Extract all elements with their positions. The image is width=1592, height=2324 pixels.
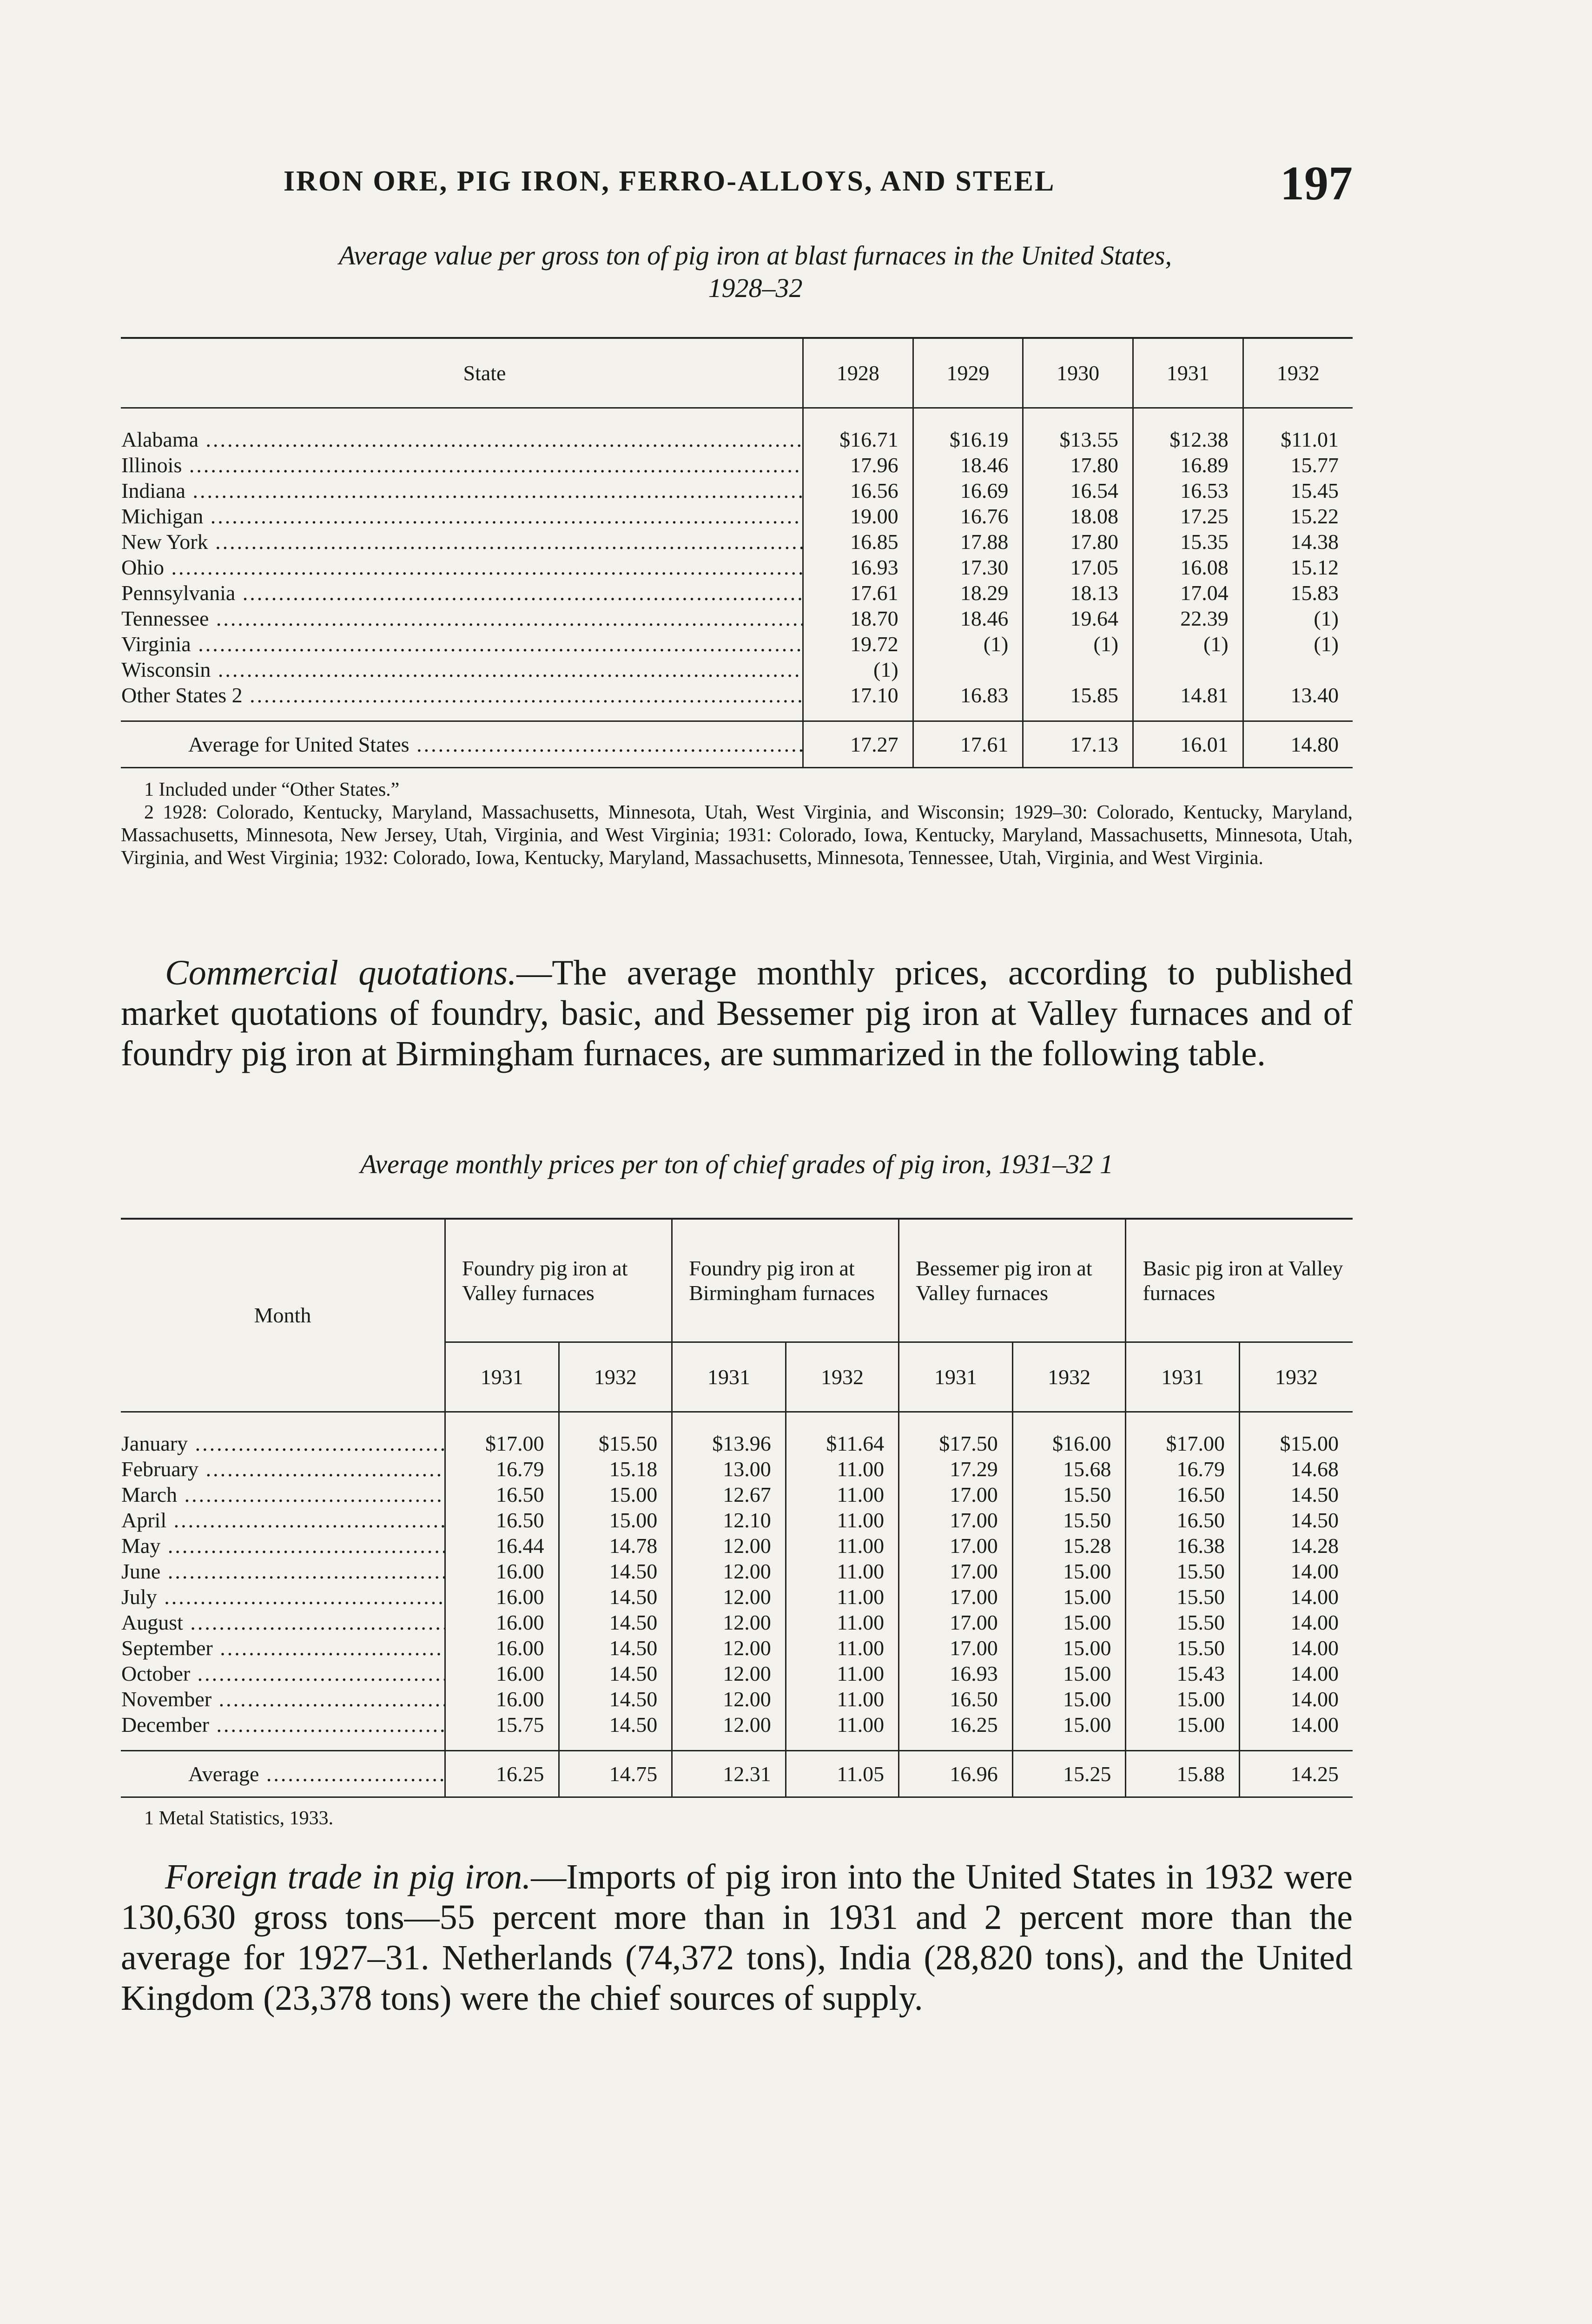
month-name: June ..... (121, 1558, 445, 1584)
table-row (121, 1482, 1353, 1507)
average-value: 16.25 (445, 1750, 559, 1797)
value-cell: 17.96 (803, 452, 913, 478)
state-name: Indiana ..... (121, 478, 803, 503)
value-cell: 14.00 (1239, 1661, 1353, 1686)
value-cell: 15.50 (1126, 1584, 1240, 1610)
value-cell: 17.00 (899, 1558, 1013, 1584)
value-cell: 14.50 (559, 1558, 672, 1584)
value-cell: 14.00 (1239, 1686, 1353, 1712)
average-label: Average for United States ..... (121, 721, 803, 767)
value-cell: 16.85 (803, 529, 913, 555)
value-cell: 15.00 (1126, 1686, 1240, 1712)
value-cell: 19.64 (1023, 606, 1133, 631)
value-cell: 11.00 (786, 1558, 898, 1584)
commercial-quotations-paragraph (121, 953, 1353, 1074)
table1-year-header: 1932 (1243, 338, 1353, 408)
table-row (121, 1412, 1353, 1456)
value-cell: 16.00 (445, 1558, 559, 1584)
state-name: Ohio ..... (121, 555, 803, 580)
value-cell: 15.50 (1126, 1610, 1240, 1635)
month-name: November ..... (121, 1686, 445, 1712)
paragraph-lead: Foreign trade in pig iron. (165, 1857, 531, 1896)
value-cell: (1) (1243, 606, 1353, 631)
table2-year-header: 1932 (1012, 1342, 1126, 1412)
value-cell: 15.85 (1023, 682, 1133, 721)
value-cell: 17.00 (899, 1584, 1013, 1610)
table1-year-header: 1929 (913, 338, 1023, 408)
value-cell: 15.00 (1012, 1686, 1126, 1712)
value-cell: 17.00 (899, 1507, 1013, 1533)
value-cell: 17.00 (899, 1635, 1013, 1661)
value-cell: 16.44 (445, 1533, 559, 1558)
value-cell: 17.25 (1133, 503, 1243, 529)
value-cell: 16.00 (445, 1584, 559, 1610)
value-cell: 16.00 (445, 1610, 559, 1635)
value-cell: $17.50 (899, 1412, 1013, 1456)
value-cell: 16.50 (1126, 1482, 1240, 1507)
value-cell: 17.61 (803, 580, 913, 606)
value-cell: 17.10 (803, 682, 913, 721)
average-value: 11.05 (786, 1750, 898, 1797)
table-row (121, 1558, 1353, 1584)
value-cell: 15.83 (1243, 580, 1353, 606)
average-value: 14.75 (559, 1750, 672, 1797)
table-row (121, 1610, 1353, 1635)
value-cell: 15.35 (1133, 529, 1243, 555)
value-cell: 17.80 (1023, 452, 1133, 478)
value-cell: 16.38 (1126, 1533, 1240, 1558)
table-row (121, 452, 1353, 478)
table2-stub-header: Month (121, 1219, 445, 1412)
value-cell: 17.00 (899, 1610, 1013, 1635)
value-cell: 16.69 (913, 478, 1023, 503)
table-row (121, 529, 1353, 555)
value-cell: 15.50 (1126, 1558, 1240, 1584)
value-cell: 11.00 (786, 1712, 898, 1751)
value-cell: 12.00 (672, 1635, 786, 1661)
value-cell: 16.08 (1133, 555, 1243, 580)
value-cell: 11.00 (786, 1635, 898, 1661)
table1-footnotes (121, 779, 1353, 870)
table-row (121, 408, 1353, 452)
table2-year-header: 1932 (1239, 1342, 1353, 1412)
value-cell: 12.00 (672, 1686, 786, 1712)
table-row (121, 606, 1353, 631)
value-cell: 15.45 (1243, 478, 1353, 503)
value-cell: 15.68 (1012, 1456, 1126, 1482)
value-cell: 16.25 (899, 1712, 1013, 1751)
table1-stub-header: State (463, 361, 506, 385)
value-cell: 16.79 (445, 1456, 559, 1482)
average-label: Average ..... (121, 1750, 445, 1797)
value-cell: 16.76 (913, 503, 1023, 529)
month-name: July ..... (121, 1584, 445, 1610)
month-name: January ..... (121, 1412, 445, 1456)
value-cell: 11.00 (786, 1533, 898, 1558)
value-cell: 15.00 (1012, 1610, 1126, 1635)
value-cell: $11.01 (1243, 408, 1353, 452)
value-cell: 17.04 (1133, 580, 1243, 606)
average-value: 17.13 (1023, 721, 1133, 767)
average-value: 17.27 (803, 721, 913, 767)
value-cell: (1) (1243, 631, 1353, 657)
table2-caption: Average monthly prices per ton of chief grades of pig iron, 1931–32 1 (360, 1149, 1114, 1179)
value-cell: 12.00 (672, 1661, 786, 1686)
value-cell: 11.00 (786, 1482, 898, 1507)
table2-year-header: 1931 (1126, 1342, 1240, 1412)
running-title: IRON ORE, PIG IRON, FERRO-ALLOYS, AND STEEL (284, 165, 1056, 197)
value-cell: 14.50 (1239, 1482, 1353, 1507)
page-number: 197 (1280, 157, 1353, 210)
value-cell: 17.29 (899, 1456, 1013, 1482)
table-row (121, 1456, 1353, 1482)
value-cell: 14.00 (1239, 1558, 1353, 1584)
value-cell: 16.50 (445, 1507, 559, 1533)
value-cell: 16.56 (803, 478, 913, 503)
table1-caption-line1: Average value per gross ton of pig iron at blast furnaces in the United States, (339, 240, 1172, 271)
paragraph-lead: Commercial quotations. (165, 953, 517, 992)
value-cell: 12.10 (672, 1507, 786, 1533)
average-value: 12.31 (672, 1750, 786, 1797)
value-cell: 15.00 (1012, 1635, 1126, 1661)
monthly-prices-table (121, 1218, 1353, 1798)
value-cell: 14.50 (1239, 1507, 1353, 1533)
value-cell: 14.50 (559, 1610, 672, 1635)
value-cell: 17.88 (913, 529, 1023, 555)
state-name: Illinois ..... (121, 452, 803, 478)
table2-year-header: 1931 (672, 1342, 786, 1412)
value-cell: 11.00 (786, 1661, 898, 1686)
table1-footnote-1: 1 Included under “Other States.” (144, 779, 400, 800)
value-cell (913, 657, 1023, 682)
table-row (121, 657, 1353, 682)
value-cell: 16.00 (445, 1661, 559, 1686)
value-cell: 15.00 (1012, 1661, 1126, 1686)
table1-year-header: 1928 (803, 338, 913, 408)
value-cell: 19.72 (803, 631, 913, 657)
value-cell: $15.50 (559, 1412, 672, 1456)
month-name: September ..... (121, 1635, 445, 1661)
value-cell: 15.00 (1012, 1558, 1126, 1584)
value-cell: $12.38 (1133, 408, 1243, 452)
pig-iron-value-table (121, 337, 1353, 768)
value-cell: 14.50 (559, 1635, 672, 1661)
value-cell: 16.53 (1133, 478, 1243, 503)
value-cell: $16.19 (913, 408, 1023, 452)
month-name: April ..... (121, 1507, 445, 1533)
table1-body (121, 408, 1353, 767)
table-row (121, 478, 1353, 503)
month-name: March ..... (121, 1482, 445, 1507)
value-cell: 14.50 (559, 1686, 672, 1712)
value-cell: 15.12 (1243, 555, 1353, 580)
value-cell: 18.46 (913, 606, 1023, 631)
value-cell: 16.54 (1023, 478, 1133, 503)
table2-year-header: 1931 (445, 1342, 559, 1412)
table-row (121, 1661, 1353, 1686)
value-cell: 16.93 (803, 555, 913, 580)
state-name: Wisconsin ..... (121, 657, 803, 682)
value-cell: 16.79 (1126, 1456, 1240, 1482)
table-row (121, 1533, 1353, 1558)
value-cell: (1) (1133, 631, 1243, 657)
table2-group-header: Bessemer pig iron at Valley furnaces (899, 1219, 1126, 1342)
value-cell: 14.81 (1133, 682, 1243, 721)
paragraph-text: —The average monthly prices, according to published market quotations of foundry, basic, and Bessemer pig iron at Valley furnaces and of foundry pig iron at Birmingham furnaces, are summarized in the following table. (121, 953, 1353, 1073)
value-cell: 16.00 (445, 1635, 559, 1661)
value-cell: 14.00 (1239, 1712, 1353, 1751)
value-cell: 17.05 (1023, 555, 1133, 580)
value-cell: $13.55 (1023, 408, 1133, 452)
state-name: Virginia ..... (121, 631, 803, 657)
value-cell: 16.93 (899, 1661, 1013, 1686)
value-cell: 15.28 (1012, 1533, 1126, 1558)
table1-caption (139, 239, 1371, 304)
value-cell: 14.38 (1243, 529, 1353, 555)
table-row (121, 555, 1353, 580)
value-cell: 17.80 (1023, 529, 1133, 555)
table2-year-header: 1932 (559, 1342, 672, 1412)
value-cell: $16.71 (803, 408, 913, 452)
value-cell: 12.67 (672, 1482, 786, 1507)
value-cell: 12.00 (672, 1610, 786, 1635)
table2-group-header: Foundry pig iron at Valley furnaces (445, 1219, 672, 1342)
value-cell: 18.08 (1023, 503, 1133, 529)
value-cell: 14.78 (559, 1533, 672, 1558)
value-cell: 16.89 (1133, 452, 1243, 478)
value-cell: 15.00 (559, 1482, 672, 1507)
table1-caption-line2: 1928–32 (708, 273, 803, 303)
value-cell: 14.68 (1239, 1456, 1353, 1482)
month-name: October ..... (121, 1661, 445, 1686)
month-name: August ..... (121, 1610, 445, 1635)
table2-year-header: 1931 (899, 1342, 1013, 1412)
table2-body (121, 1412, 1353, 1797)
month-name: December ..... (121, 1712, 445, 1751)
month-name: February ..... (121, 1456, 445, 1482)
table1-year-header: 1930 (1023, 338, 1133, 408)
value-cell: 14.50 (559, 1712, 672, 1751)
month-name: May ..... (121, 1533, 445, 1558)
value-cell: 11.00 (786, 1686, 898, 1712)
value-cell: 16.00 (445, 1686, 559, 1712)
foreign-trade-paragraph (121, 1857, 1353, 2019)
value-cell: 16.50 (1126, 1507, 1240, 1533)
value-cell: 15.00 (1126, 1712, 1240, 1751)
value-cell (1023, 657, 1133, 682)
table-row (121, 1712, 1353, 1751)
value-cell: 12.00 (672, 1584, 786, 1610)
value-cell: 14.28 (1239, 1533, 1353, 1558)
state-name: Other States 2 ..... (121, 682, 803, 721)
table-row (121, 1635, 1353, 1661)
value-cell: 11.00 (786, 1610, 898, 1635)
value-cell: 17.00 (899, 1533, 1013, 1558)
running-header (284, 156, 1353, 210)
value-cell: 11.00 (786, 1456, 898, 1482)
average-row (121, 721, 1353, 767)
value-cell: 15.18 (559, 1456, 672, 1482)
value-cell: 15.50 (1012, 1507, 1126, 1533)
value-cell: 16.83 (913, 682, 1023, 721)
value-cell: 18.29 (913, 580, 1023, 606)
state-name: Michigan ..... (121, 503, 803, 529)
value-cell: 15.43 (1126, 1661, 1240, 1686)
value-cell: 15.77 (1243, 452, 1353, 478)
value-cell: 14.00 (1239, 1635, 1353, 1661)
value-cell: 15.50 (1012, 1482, 1126, 1507)
value-cell: 15.00 (1012, 1584, 1126, 1610)
average-value: 16.96 (899, 1750, 1013, 1797)
value-cell: 19.00 (803, 503, 913, 529)
value-cell: 18.13 (1023, 580, 1133, 606)
value-cell: 17.00 (899, 1482, 1013, 1507)
value-cell: $13.96 (672, 1412, 786, 1456)
table-row (121, 1584, 1353, 1610)
value-cell: 13.00 (672, 1456, 786, 1482)
value-cell: 15.00 (559, 1507, 672, 1533)
value-cell: $15.00 (1239, 1412, 1353, 1456)
value-cell: 15.50 (1126, 1635, 1240, 1661)
table2-year-header: 1932 (786, 1342, 898, 1412)
value-cell: 16.50 (445, 1482, 559, 1507)
average-value: 15.25 (1012, 1750, 1126, 1797)
table-row (121, 580, 1353, 606)
table2-group-header: Basic pig iron at Valley furnaces (1126, 1219, 1353, 1342)
value-cell: 11.00 (786, 1507, 898, 1533)
value-cell: $17.00 (1126, 1412, 1240, 1456)
table2-group-header: Foundry pig iron at Birmingham furnaces (672, 1219, 899, 1342)
table-row (121, 631, 1353, 657)
value-cell: 12.00 (672, 1533, 786, 1558)
value-cell: 14.50 (559, 1661, 672, 1686)
average-value: 15.88 (1126, 1750, 1240, 1797)
table-row (121, 1686, 1353, 1712)
value-cell: 14.00 (1239, 1584, 1353, 1610)
value-cell: 12.00 (672, 1558, 786, 1584)
value-cell: 17.30 (913, 555, 1023, 580)
average-value: 16.01 (1133, 721, 1243, 767)
average-value: 14.80 (1243, 721, 1353, 767)
value-cell: 18.46 (913, 452, 1023, 478)
average-row (121, 1750, 1353, 1797)
value-cell: (1) (1023, 631, 1133, 657)
value-cell: 22.39 (1133, 606, 1243, 631)
table2-footnote: 1 Metal Statistics, 1933. (144, 1808, 334, 1829)
average-value: 17.61 (913, 721, 1023, 767)
table-row (121, 1507, 1353, 1533)
value-cell: (1) (913, 631, 1023, 657)
value-cell: 15.75 (445, 1712, 559, 1751)
value-cell: 15.22 (1243, 503, 1353, 529)
value-cell: 13.40 (1243, 682, 1353, 721)
value-cell: $16.00 (1012, 1412, 1126, 1456)
value-cell: 14.50 (559, 1584, 672, 1610)
value-cell: $17.00 (445, 1412, 559, 1456)
value-cell: 15.00 (1012, 1712, 1126, 1751)
state-name: Alabama ..... (121, 408, 803, 452)
table-row (121, 503, 1353, 529)
value-cell: 14.00 (1239, 1610, 1353, 1635)
paragraph-text: —Imports of pig iron into the United States in 1932 were 130,630 gross tons—55 percent more than in 1931 and 2 percent more than the average for 1927–31. Netherlands (74,372 tons), India (28,820 tons), and the United Kingdom (23,378 tons) were the chief sources of supply. (121, 1857, 1353, 2018)
state-name: Tennessee ..... (121, 606, 803, 631)
table-row (121, 682, 1353, 721)
value-cell (1243, 657, 1353, 682)
value-cell: 11.00 (786, 1584, 898, 1610)
average-value: 14.25 (1239, 1750, 1353, 1797)
value-cell: (1) (803, 657, 913, 682)
state-name: New York ..... (121, 529, 803, 555)
table1-footnote-2: 2 1928: Colorado, Kentucky, Maryland, Massachusetts, Minnesota, Utah, West Virginia, and Wisconsin; 1929–30: Colorado, Kentucky, Maryland, Massachusetts, Minnesota, New Jersey, Utah, Virginia, and West Virginia; 1931: Colorado, Iowa, Kentucky, Maryland, Massachusetts, Minnesota, Utah, Virginia, and West Virginia; 1932: Colorado, Iowa, Kentucky, Maryland, Massachusetts, Minnesota, Tennessee, Utah, Virginia, and West Virginia. (121, 802, 1353, 869)
value-cell: 18.70 (803, 606, 913, 631)
table1-year-header: 1931 (1133, 338, 1243, 408)
value-cell: $11.64 (786, 1412, 898, 1456)
value-cell: 16.50 (899, 1686, 1013, 1712)
value-cell (1133, 657, 1243, 682)
value-cell: 12.00 (672, 1712, 786, 1751)
state-name: Pennsylvania ..... (121, 580, 803, 606)
